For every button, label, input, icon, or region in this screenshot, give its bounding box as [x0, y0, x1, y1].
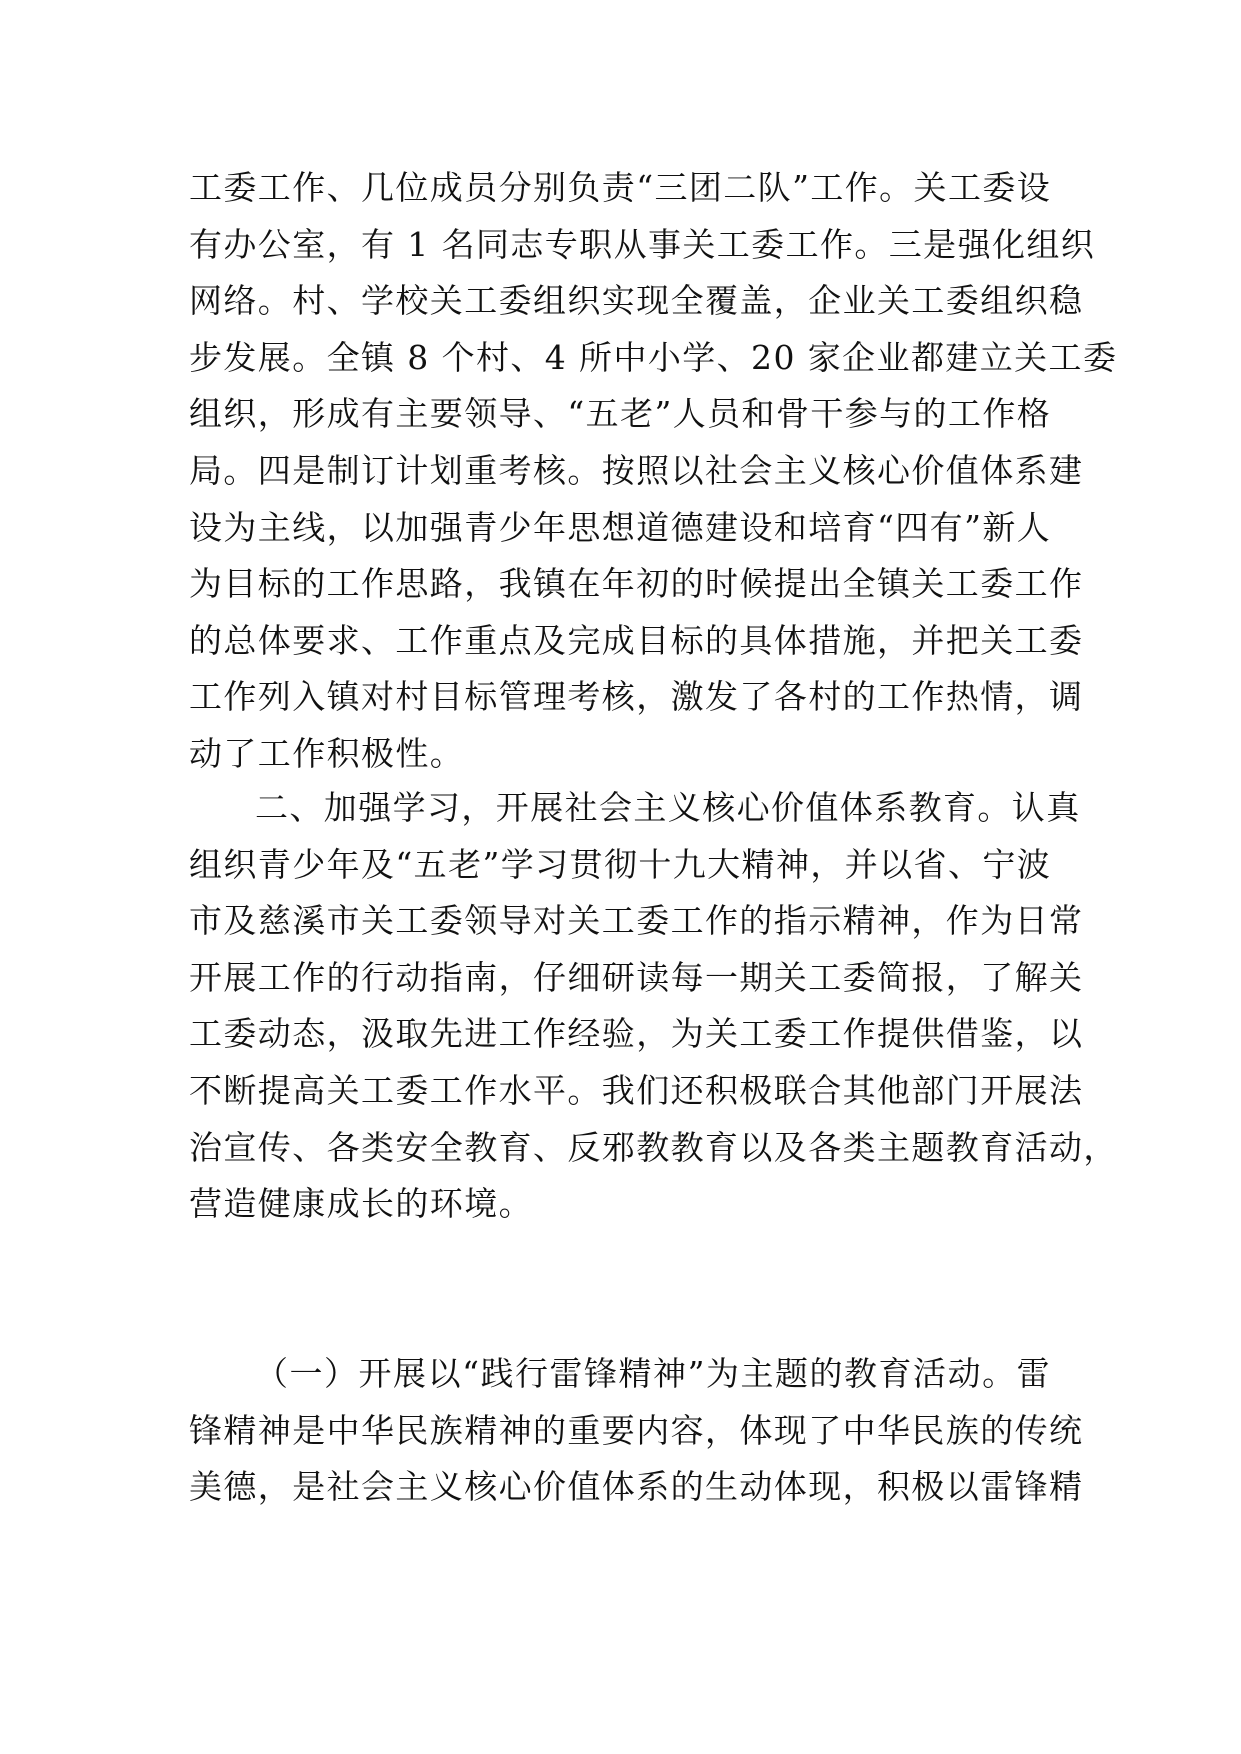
text-line: 不断提高关工委工作水平。我们还积极联合其他部门开展法 [189, 1070, 1084, 1110]
text-line: 锋精神是中华民族精神的重要内容，体现了中华民族的传统 [189, 1410, 1084, 1450]
text-line: 有办公室，有 1 名同志专职从事关工委工作。三是强化组织 [189, 224, 1096, 264]
paragraph-study-education [189, 780, 1118, 1233]
text-line: 二、加强学习，开展社会主义核心价值体系教育。认真 [255, 788, 1081, 827]
text-line: 局。四是制订计划重考核。按照以社会主义核心价值体系建 [189, 450, 1084, 490]
text-line: 营造健康成长的环境。 [189, 1184, 533, 1224]
text-line: 工作列入镇对村目标管理考核，激发了各村的工作热情，调 [189, 677, 1084, 717]
text-line: 动了工作积极性。 [189, 733, 465, 773]
text-line: （一）开展以“践行雷锋精神”为主题的教育活动。雷 [255, 1354, 1051, 1393]
text-line: 市及慈溪市关工委领导对关工委工作的指示精神，作为日常 [189, 901, 1084, 941]
text-line: 组织，形成有主要领导、“五老”人员和骨干参与的工作格 [189, 394, 1052, 434]
text-line: 工委动态，汲取先进工作经验，为关工委工作提供借鉴，以 [189, 1014, 1084, 1054]
paragraph-organization [189, 160, 1118, 783]
text-line: 网络。村、学校关工委组织实现全覆盖，企业关工委组织稳 [189, 281, 1084, 321]
paragraph-leifeng-activity [189, 1346, 1084, 1516]
text-line: 组织青少年及“五老”学习贯彻十九大精神，并以省、宁波 [189, 844, 1052, 884]
text-line: 美德，是社会主义核心价值体系的生动体现，积极以雷锋精 [189, 1467, 1084, 1507]
text-line: 设为主线，以加强青少年思想道德建设和培育“四有”新人 [189, 507, 1052, 547]
text-line: 的总体要求、工作重点及完成目标的具体措施，并把关工委 [189, 620, 1084, 660]
text-line: 步发展。全镇 8 个村、4 所中小学、20 家企业都建立关工委 [189, 337, 1118, 377]
text-line: 治宣传、各类安全教育、反邪教教育以及各类主题教育活动， [189, 1127, 1118, 1167]
text-line: 为目标的工作思路，我镇在年初的时候提出全镇关工委工作 [189, 564, 1084, 604]
text-line: 工委工作、几位成员分别负责“三团二队”工作。关工委设 [189, 168, 1052, 207]
text-line: 开展工作的行动指南，仔细研读每一期关工委简报，了解关 [189, 957, 1084, 997]
